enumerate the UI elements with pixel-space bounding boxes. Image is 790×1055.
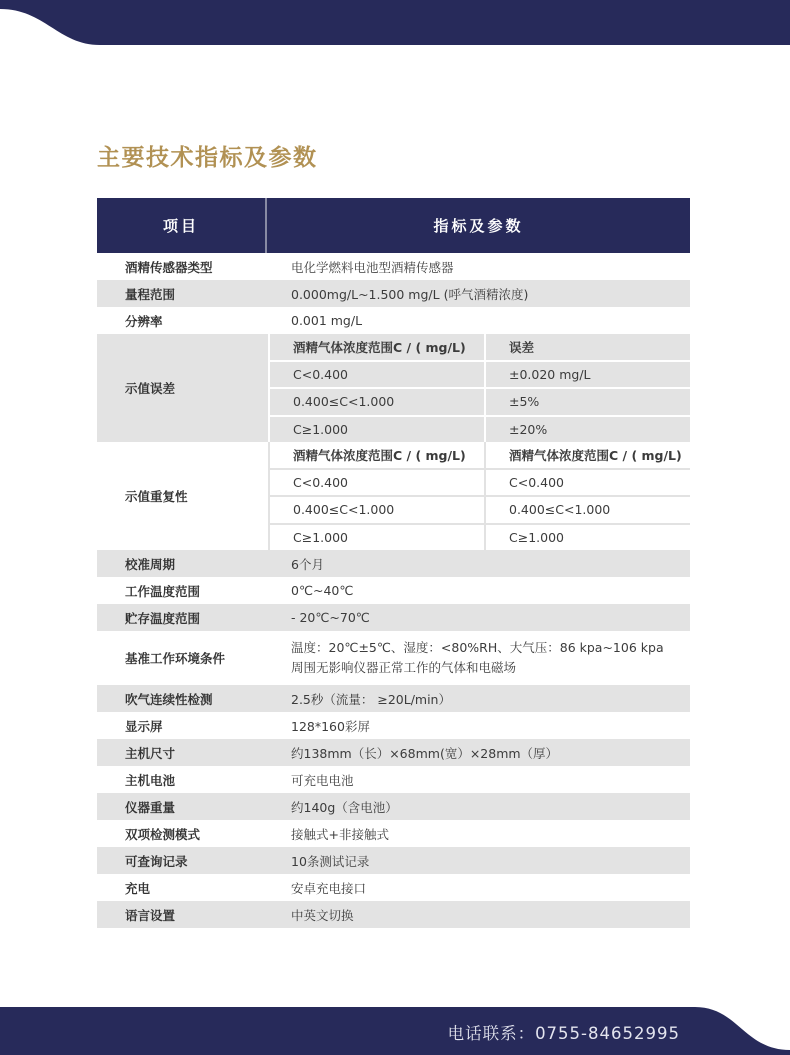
sub-cell: 酒精气体浓度范围C / ( mg/L) xyxy=(293,447,466,463)
sub-row xyxy=(270,468,690,496)
row-value: 可充电电池 xyxy=(291,772,354,788)
row-label: 主机电池 xyxy=(125,772,176,788)
table-header-params-col: 指标及参数 xyxy=(433,217,524,235)
sub-row xyxy=(270,360,690,388)
sub-cell: 0.400≤C<1.000 xyxy=(293,502,395,518)
row-value: 0.000mg/L~1.500 mg/L (呼气酒精浓度) xyxy=(291,286,529,302)
row-value-line: 周围无影响仪器正常工作的气体和电磁场 xyxy=(291,660,517,675)
row-label: 主机尺寸 xyxy=(125,745,176,761)
row-label: 吹气连续性检测 xyxy=(125,691,213,707)
table-row xyxy=(97,712,690,739)
table-body xyxy=(97,253,690,928)
row-label: 量程范围 xyxy=(125,286,176,302)
row-label: 仪器重量 xyxy=(125,799,176,815)
row-label: 可查询记录 xyxy=(125,853,188,869)
row-label: 基准工作环境条件 xyxy=(125,651,226,666)
row-label: 酒精传感器类型 xyxy=(125,259,213,275)
row-label: 贮存温度范围 xyxy=(125,610,201,626)
table-row xyxy=(97,577,690,604)
row-value: 中英文切换 xyxy=(291,907,354,923)
sub-row xyxy=(270,523,690,551)
table-row xyxy=(97,793,690,820)
row-value: 约138mm（长）×68mm(宽）×28mm（厚） xyxy=(291,745,559,761)
sub-cell: C≥1.000 xyxy=(293,421,348,437)
row-label: 语言设置 xyxy=(125,907,176,923)
table-row xyxy=(97,631,690,685)
sub-row xyxy=(270,415,690,443)
sub-cell: C<0.400 xyxy=(293,474,348,490)
spec-table xyxy=(97,198,690,928)
row-value: 0℃~40℃ xyxy=(291,583,354,598)
row-label: 工作温度范围 xyxy=(125,583,201,599)
sub-table xyxy=(268,334,690,442)
sub-cell: ±5% xyxy=(484,389,690,415)
table-header-item-col: 项目 xyxy=(97,198,267,253)
sub-row xyxy=(270,495,690,523)
table-row xyxy=(97,847,690,874)
sub-cell: C<0.400 xyxy=(484,470,690,496)
sub-cell: 酒精气体浓度范围C / ( mg/L) xyxy=(484,442,690,468)
table-row xyxy=(97,307,690,334)
table-row xyxy=(97,280,690,307)
sub-table xyxy=(268,442,690,550)
sub-row xyxy=(270,442,690,468)
row-value: 2.5秒（流量： ≥20L/min） xyxy=(291,691,451,707)
sub-row xyxy=(270,387,690,415)
row-value: 10条测试记录 xyxy=(291,853,370,869)
row-value: - 20℃~70℃ xyxy=(291,610,370,625)
sub-cell: C<0.400 xyxy=(293,366,348,382)
sub-row xyxy=(270,334,690,360)
row-value-line: 温度：20℃±5℃、湿度：<80%RH、大气压：86 kpa~106 kpa xyxy=(291,640,664,655)
sub-cell: 酒精气体浓度范围C / ( mg/L) xyxy=(293,339,466,355)
table-row xyxy=(97,685,690,712)
table-row xyxy=(97,442,690,550)
footer-phone: 电话联系：0755-84652995 xyxy=(447,1024,680,1043)
table-row xyxy=(97,820,690,847)
row-label: 示值重复性 xyxy=(125,489,188,504)
sub-cell: 0.400≤C<1.000 xyxy=(293,394,395,410)
row-value: 约140g（含电池） xyxy=(291,799,398,815)
table-header xyxy=(97,198,690,253)
sub-cell: C≥1.000 xyxy=(293,529,348,545)
table-row xyxy=(97,253,690,280)
sub-cell: 0.400≤C<1.000 xyxy=(484,497,690,523)
table-row xyxy=(97,550,690,577)
sub-cell: 误差 xyxy=(484,334,690,360)
table-row xyxy=(97,334,690,442)
page-title: 主要技术指标及参数 xyxy=(97,145,318,171)
row-value: 6个月 xyxy=(291,556,324,572)
row-label: 示值误差 xyxy=(125,381,176,396)
row-label: 充电 xyxy=(125,880,151,896)
sub-cell: C≥1.000 xyxy=(484,525,690,551)
row-label: 显示屏 xyxy=(125,718,163,734)
table-row xyxy=(97,739,690,766)
row-label: 校准周期 xyxy=(125,556,176,572)
row-label: 双项检测模式 xyxy=(125,826,201,842)
table-row xyxy=(97,901,690,928)
table-row xyxy=(97,874,690,901)
sub-cell: ±20% xyxy=(484,417,690,443)
row-value xyxy=(268,631,690,685)
table-row xyxy=(97,766,690,793)
row-value: 安卓充电接口 xyxy=(291,880,367,896)
row-label: 分辨率 xyxy=(125,313,163,329)
row-value: 接触式+非接触式 xyxy=(291,826,389,842)
row-value: 128*160彩屏 xyxy=(291,718,370,734)
table-row xyxy=(97,604,690,631)
row-value: 0.001 mg/L xyxy=(291,313,363,328)
top-banner-shape xyxy=(0,0,790,47)
sub-cell: ±0.020 mg/L xyxy=(484,362,690,388)
row-value: 电化学燃料电池型酒精传感器 xyxy=(291,259,454,275)
